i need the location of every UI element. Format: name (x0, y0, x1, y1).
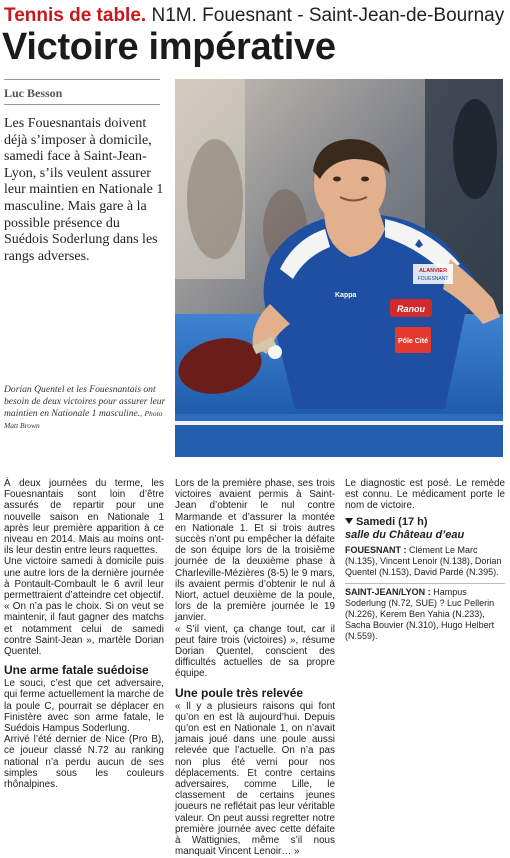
article-photo (175, 79, 503, 457)
article-column-3 (345, 478, 505, 642)
home-team-players: Clément Le Marc (N.135), Vincent Lenoir (N.138), Dorian Quentel (N.153), David Pardé (N.395). (345, 544, 502, 577)
jersey-sponsor-fouesnant: FOUESNANT (417, 276, 449, 282)
article-column-1 (4, 478, 164, 790)
match-subject: N1M. Fouesnant - Saint-Jean-de-Bournay (151, 5, 505, 26)
jersey-brand-kappa: Kappa (335, 292, 357, 299)
jersey-sponsor-ranou: Ranou (397, 304, 425, 314)
photo-credit: Photo Matt Brown (4, 409, 163, 430)
section-label: Tennis de table. (4, 5, 147, 26)
jersey-sponsor-pole-cite: Pôle Cité (398, 338, 428, 345)
lead-paragraph: Les Fouesnantais doivent déjà s’imposer à domicile, samedi face à Saint-Jean-Lyon, s’ils veulent assurer leur maintien en Nationale 1 masculine. Mais gare à la possible présence du Suédois Soderlung dans les rangs adverses. (4, 116, 164, 264)
headline: Victoire impérative (2, 26, 336, 68)
subheading-poule-relevee: Une poule très relevée (175, 685, 304, 700)
article-paragraph: Le diagnostic est posé. Le remède est connu. Le médicament porte le nom de victoire. (345, 478, 505, 512)
schedule-venue: salle du Château d’eau (345, 528, 465, 541)
photo-caption: Dorian Quentel et les Fouesnantais ont besoin de deux victoires pour assurer leur maintien en Nationale 1 masculine., Photo Matt Brown (4, 384, 166, 430)
article-paragraph: « Il y a plusieurs raisons qui font qu’on en est là aujourd’hui. Depuis qu’on est en Nationale 1, on n’avait jamais joué dans une poule aussi relevée que l’actuelle. On n’a pas non plus été verni pour nos déplacements. Et contre certains adversaires, comme Lille, le classement de certains jeunes joueurs ne reflétait pas leur véritable valeur. On peut aussi regretter notre première journée avec cette défaite à Wattignies, même s’il nous manquait Vincent Lenoir… » (175, 700, 335, 858)
schedule-day-text: Samedi (17 h) (356, 515, 428, 528)
article-column-2 (175, 478, 335, 858)
caption-text: Dorian Quentel et les Fouesnantais ont besoin de deux victoires pour assurer leur maintien en Nationale 1 masculine. (4, 384, 166, 419)
jersey-sponsor-alanvier: ALANVIER (418, 268, 448, 274)
triangle-bullet-icon (345, 518, 353, 524)
away-team-name: SAINT-JEAN/LYON : (345, 586, 431, 597)
home-team-lineup (345, 545, 505, 578)
table-tennis-player-illustration (175, 79, 503, 457)
byline: Luc Besson (4, 86, 63, 100)
away-team-lineup (345, 587, 505, 642)
subheading-arme-fatale: Une arme fatale suédoise (4, 663, 149, 678)
article-paragraph: « S’il vient, ça change tout, car il peut faire trois (victoires) », résume Dorian Quentel, conscient des difficultés actuelles de sa propre équipe. (175, 623, 335, 680)
away-team-players: Hampus Soderlung (N.72, SUE) ? Luc Pellerin (N.226), Kerem Ben Yahia (N.233), Sacha Bouvier (N.310), Hugo Helbert (N.559). (345, 586, 495, 641)
article-paragraph: Le souci, c’est que cet adversaire, qui ferme actuellement la marche de la poule C, pourrait se déplacer en Finistère avec son arme fatale, le Suédois Hampus Soderlung. (4, 678, 164, 735)
article-paragraph: Arrivé l’été dernier de Nice (Pro B), ce joueur classé N.72 au ranking national n’a perdu aucun de ses simples sous les couleurs rhônalpines. (4, 734, 164, 791)
byline-rule-top (4, 79, 160, 80)
schedule-day (345, 516, 505, 529)
article-paragraph: À deux journées du terme, les Fouesnantais sont loin d’être assurés de repartir pour une nouvelle saison en Nationale 1 après leur première apparition à ce niveau en 2014. Mais au moins ont-ils leur destin entre leurs raquettes. (4, 478, 164, 557)
article-paragraph: Une victoire samedi à domicile puis une autre lors de la dernière journée à Pontault-Combault le 6 avril leur permettraient d’atteindre cet objectif. (4, 556, 164, 602)
byline-rule-bottom (4, 104, 160, 105)
home-team-name: FOUESNANT : (345, 544, 407, 555)
article-paragraph: Lors de la première phase, ses trois victoires avaient permis à Saint-Jean d’obtenir le nul contre Marmande et d’assurer la montée en Nationale 1. Et si trois autres succès n’ont pu empêcher la défaite de son équipe lors de la troisième journée de la deuxième phase à Charleville-Mézières (8-5) le 9 mars, ils avaient permis d’obtenir le nul à Niort, actuel deuxième de la poule, lors de la première journée le 19 janvier. (175, 478, 335, 624)
lineup-divider (345, 583, 505, 584)
article-paragraph: « On n’a pas le choix. Si on veut se maintenir, il faut gagner des matchs et notamment celui de samedi contre Saint-Jean », martèle Dorian Quentel. (4, 601, 164, 658)
